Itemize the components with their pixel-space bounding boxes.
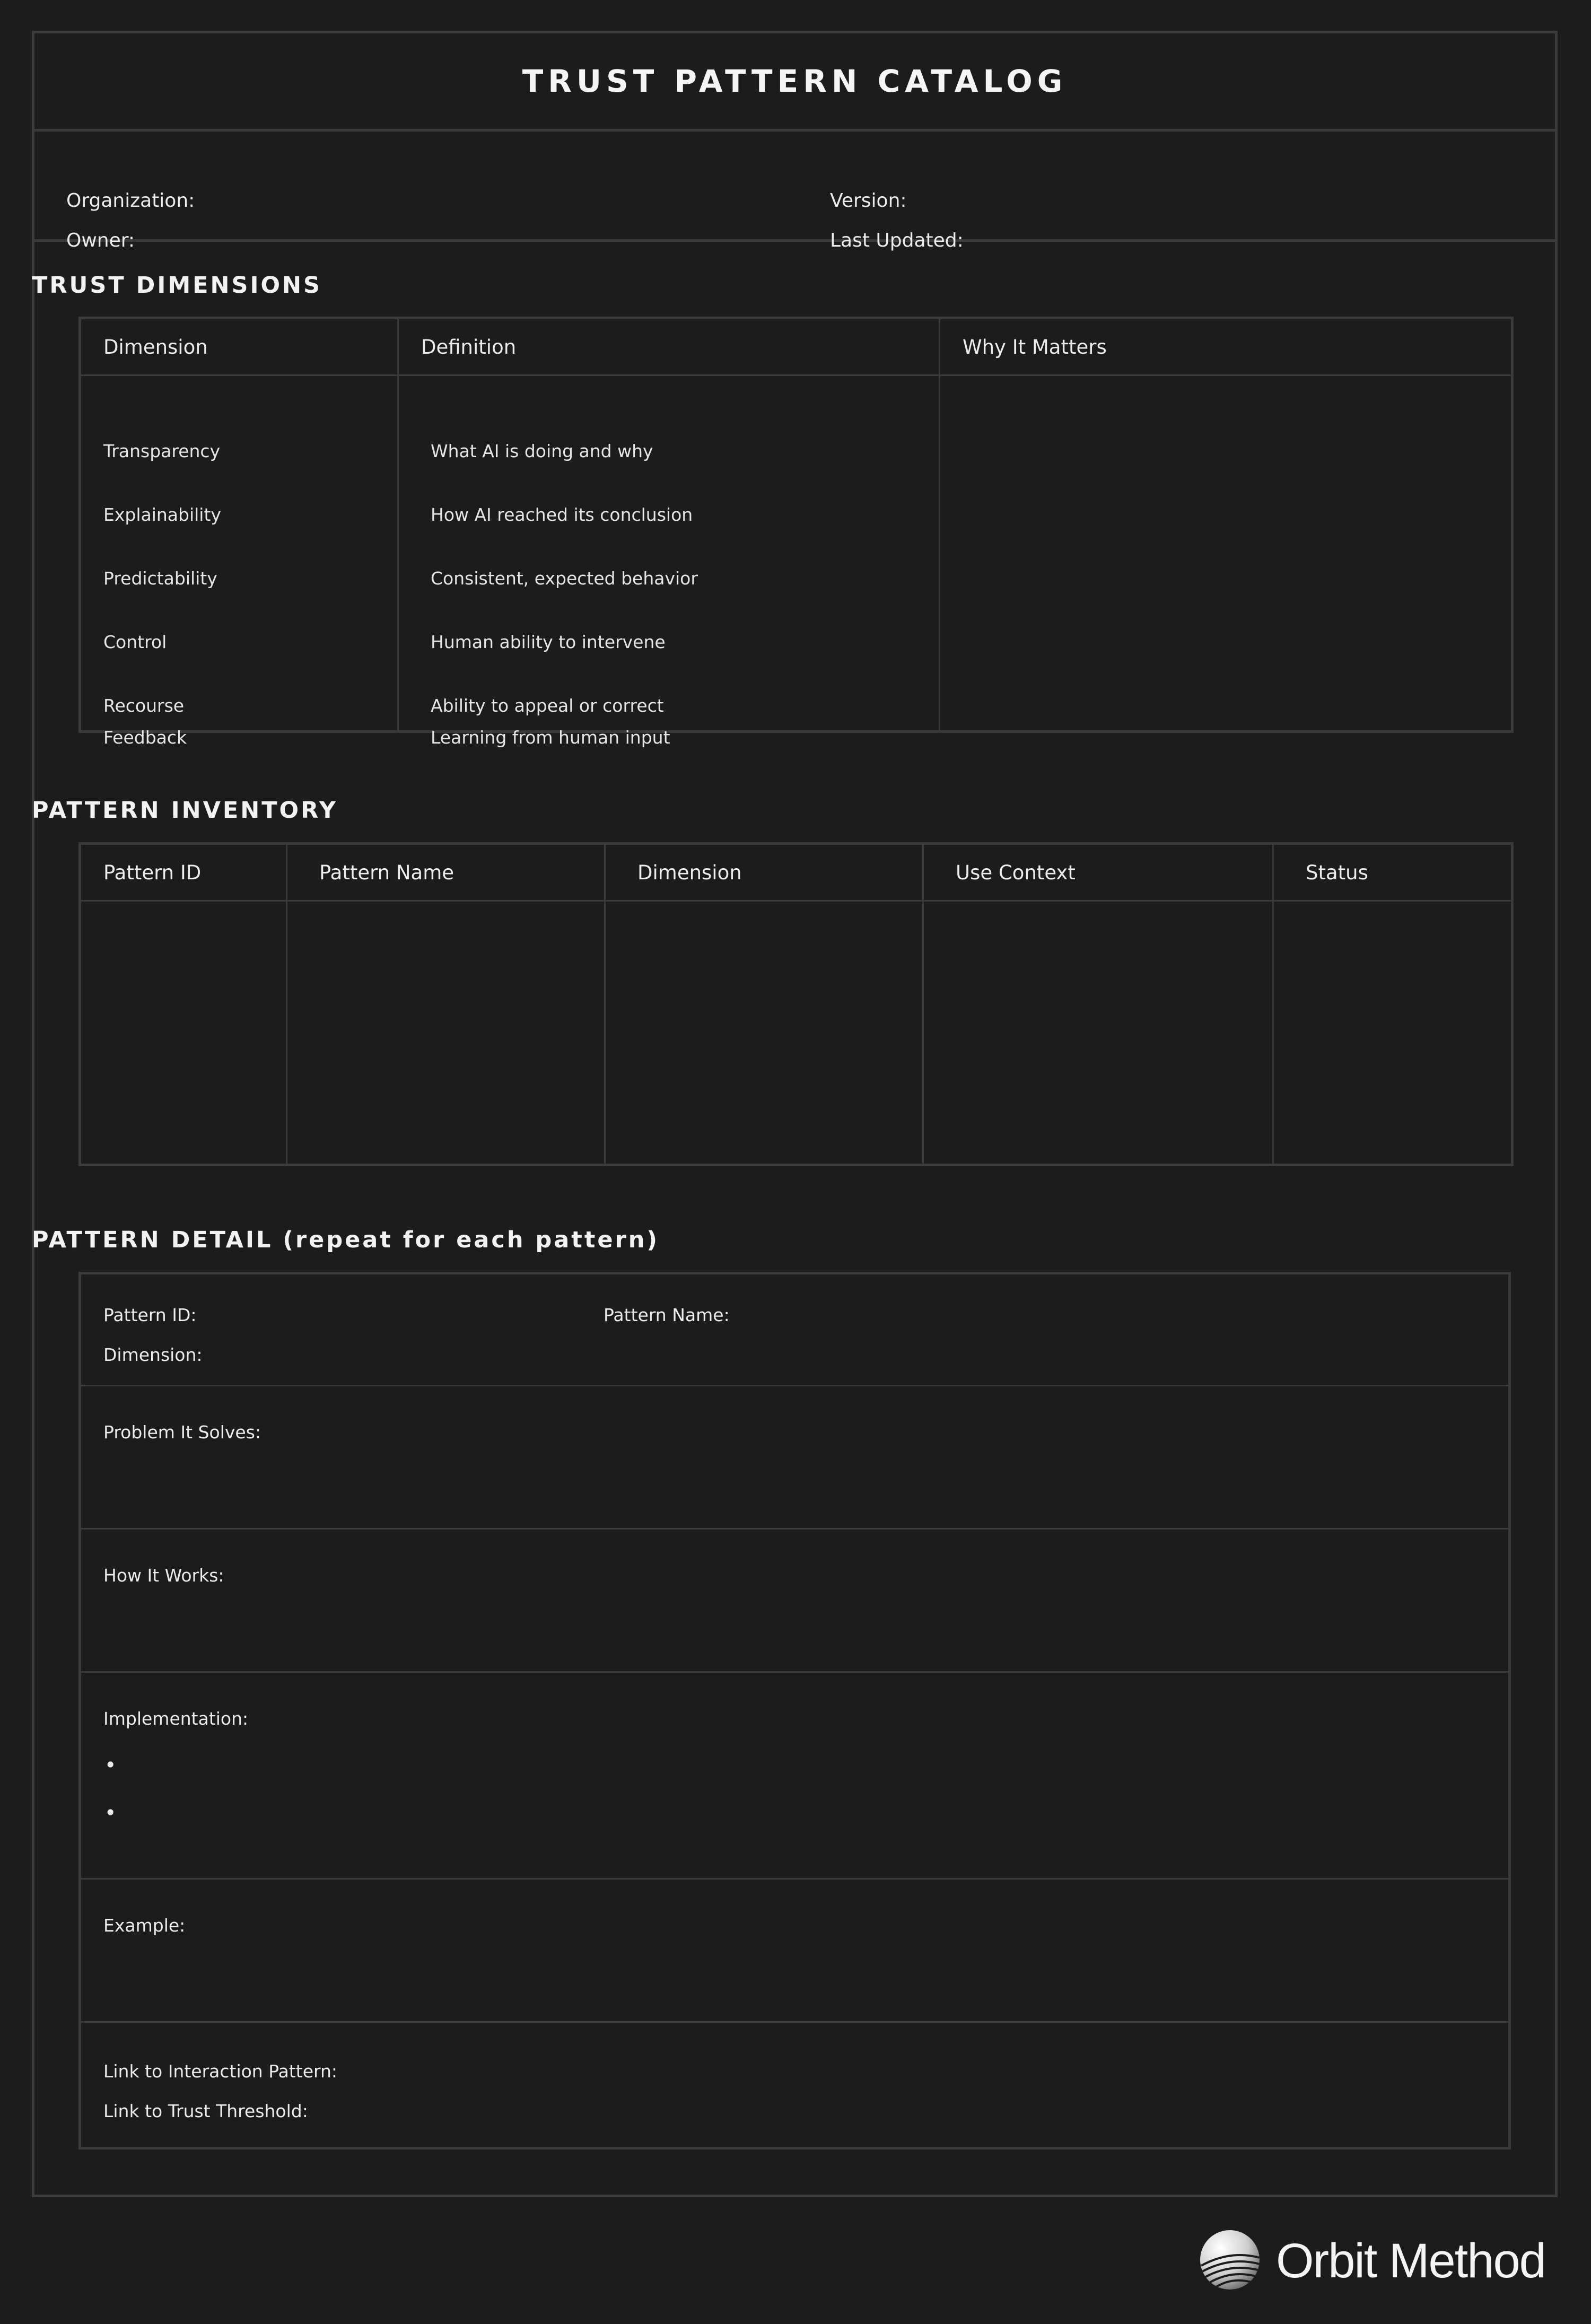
definition-cell: Ability to appeal or correct xyxy=(431,695,664,716)
page-title: TRUST PATTERN CATALOG xyxy=(34,33,1555,132)
definition-cell: Learning from human input xyxy=(431,727,670,748)
dimension-cell: Predictability xyxy=(103,568,217,589)
dimension-cell: Explainability xyxy=(103,504,221,525)
detail-links-row xyxy=(81,2021,1508,2148)
definition-cell: What AI is doing and why xyxy=(431,441,653,461)
pattern-inventory-heading: PATTERN INVENTORY xyxy=(32,797,338,824)
link-interaction-label: Link to Interaction Pattern: xyxy=(103,2061,338,2082)
organization-label: Organization: xyxy=(66,190,195,212)
how-it-works-label: How It Works: xyxy=(103,1565,224,1586)
dimension-column xyxy=(81,376,397,748)
column-header: Pattern ID xyxy=(80,844,287,901)
column-header: Dimension xyxy=(605,844,923,901)
version-label: Version: xyxy=(830,190,907,212)
problem-label: Problem It Solves: xyxy=(103,1422,261,1443)
pattern-detail-heading: PATTERN DETAIL (repeat for each pattern) xyxy=(32,1227,660,1253)
dimension-cell: Recourse xyxy=(103,695,185,716)
definition-cell: How AI reached its conclusion xyxy=(431,504,693,525)
column-header: Pattern Name xyxy=(287,844,605,901)
column-header: Dimension xyxy=(80,318,398,375)
detail-example-row[interactable] xyxy=(81,1878,1508,2023)
brand-name: Orbit Method xyxy=(1276,2233,1545,2288)
definition-column xyxy=(399,376,939,748)
table-body-row xyxy=(80,901,1513,1165)
pattern-inventory-table xyxy=(78,842,1514,1166)
column-header: Status xyxy=(1273,844,1513,901)
dimension-cell: Control xyxy=(103,632,167,652)
detail-problem-row[interactable] xyxy=(81,1385,1508,1530)
detail-implementation-row[interactable] xyxy=(81,1671,1508,1880)
table-header-row xyxy=(80,318,1513,375)
detail-how-row[interactable] xyxy=(81,1528,1508,1673)
definition-cell: Consistent, expected behavior xyxy=(431,568,698,589)
trust-dimensions-table xyxy=(78,317,1514,748)
dimension-cell: Feedback xyxy=(103,727,187,748)
pattern-detail-card xyxy=(78,1272,1511,2150)
bullet-item: • xyxy=(104,1801,117,1824)
table-body-row xyxy=(80,375,1513,732)
pattern-name-cell[interactable] xyxy=(287,901,605,1165)
meta-fields xyxy=(34,129,1555,251)
pattern-id-label: Pattern ID: xyxy=(103,1305,197,1325)
example-label: Example: xyxy=(103,1915,186,1936)
pattern-name-label: Pattern Name: xyxy=(604,1305,730,1325)
why-it-matters-column[interactable] xyxy=(940,376,1511,730)
dimension-cell[interactable] xyxy=(605,901,923,1165)
table-header-row xyxy=(80,844,1513,901)
detail-identity-row xyxy=(81,1274,1508,1386)
dimension-label: Dimension: xyxy=(103,1344,203,1365)
owner-label: Owner: xyxy=(66,230,135,251)
brand-logo xyxy=(1199,2229,1545,2293)
link-threshold-label: Link to Trust Threshold: xyxy=(103,2101,308,2121)
trust-dimensions-heading: TRUST DIMENSIONS xyxy=(32,272,322,299)
use-context-cell[interactable] xyxy=(923,901,1273,1165)
definition-cell: Human ability to intervene xyxy=(431,632,666,652)
column-header: Definition xyxy=(398,318,940,375)
pattern-id-cell[interactable] xyxy=(80,901,287,1165)
status-cell[interactable] xyxy=(1273,901,1513,1165)
last-updated-label: Last Updated: xyxy=(830,230,964,251)
implementation-label: Implementation: xyxy=(103,1708,249,1729)
column-header: Use Context xyxy=(923,844,1273,901)
bullet-item: • xyxy=(104,1753,117,1777)
orbit-sphere-icon xyxy=(1199,2229,1261,2293)
dimension-cell: Transparency xyxy=(103,441,221,461)
column-header: Why It Matters xyxy=(940,318,1513,375)
